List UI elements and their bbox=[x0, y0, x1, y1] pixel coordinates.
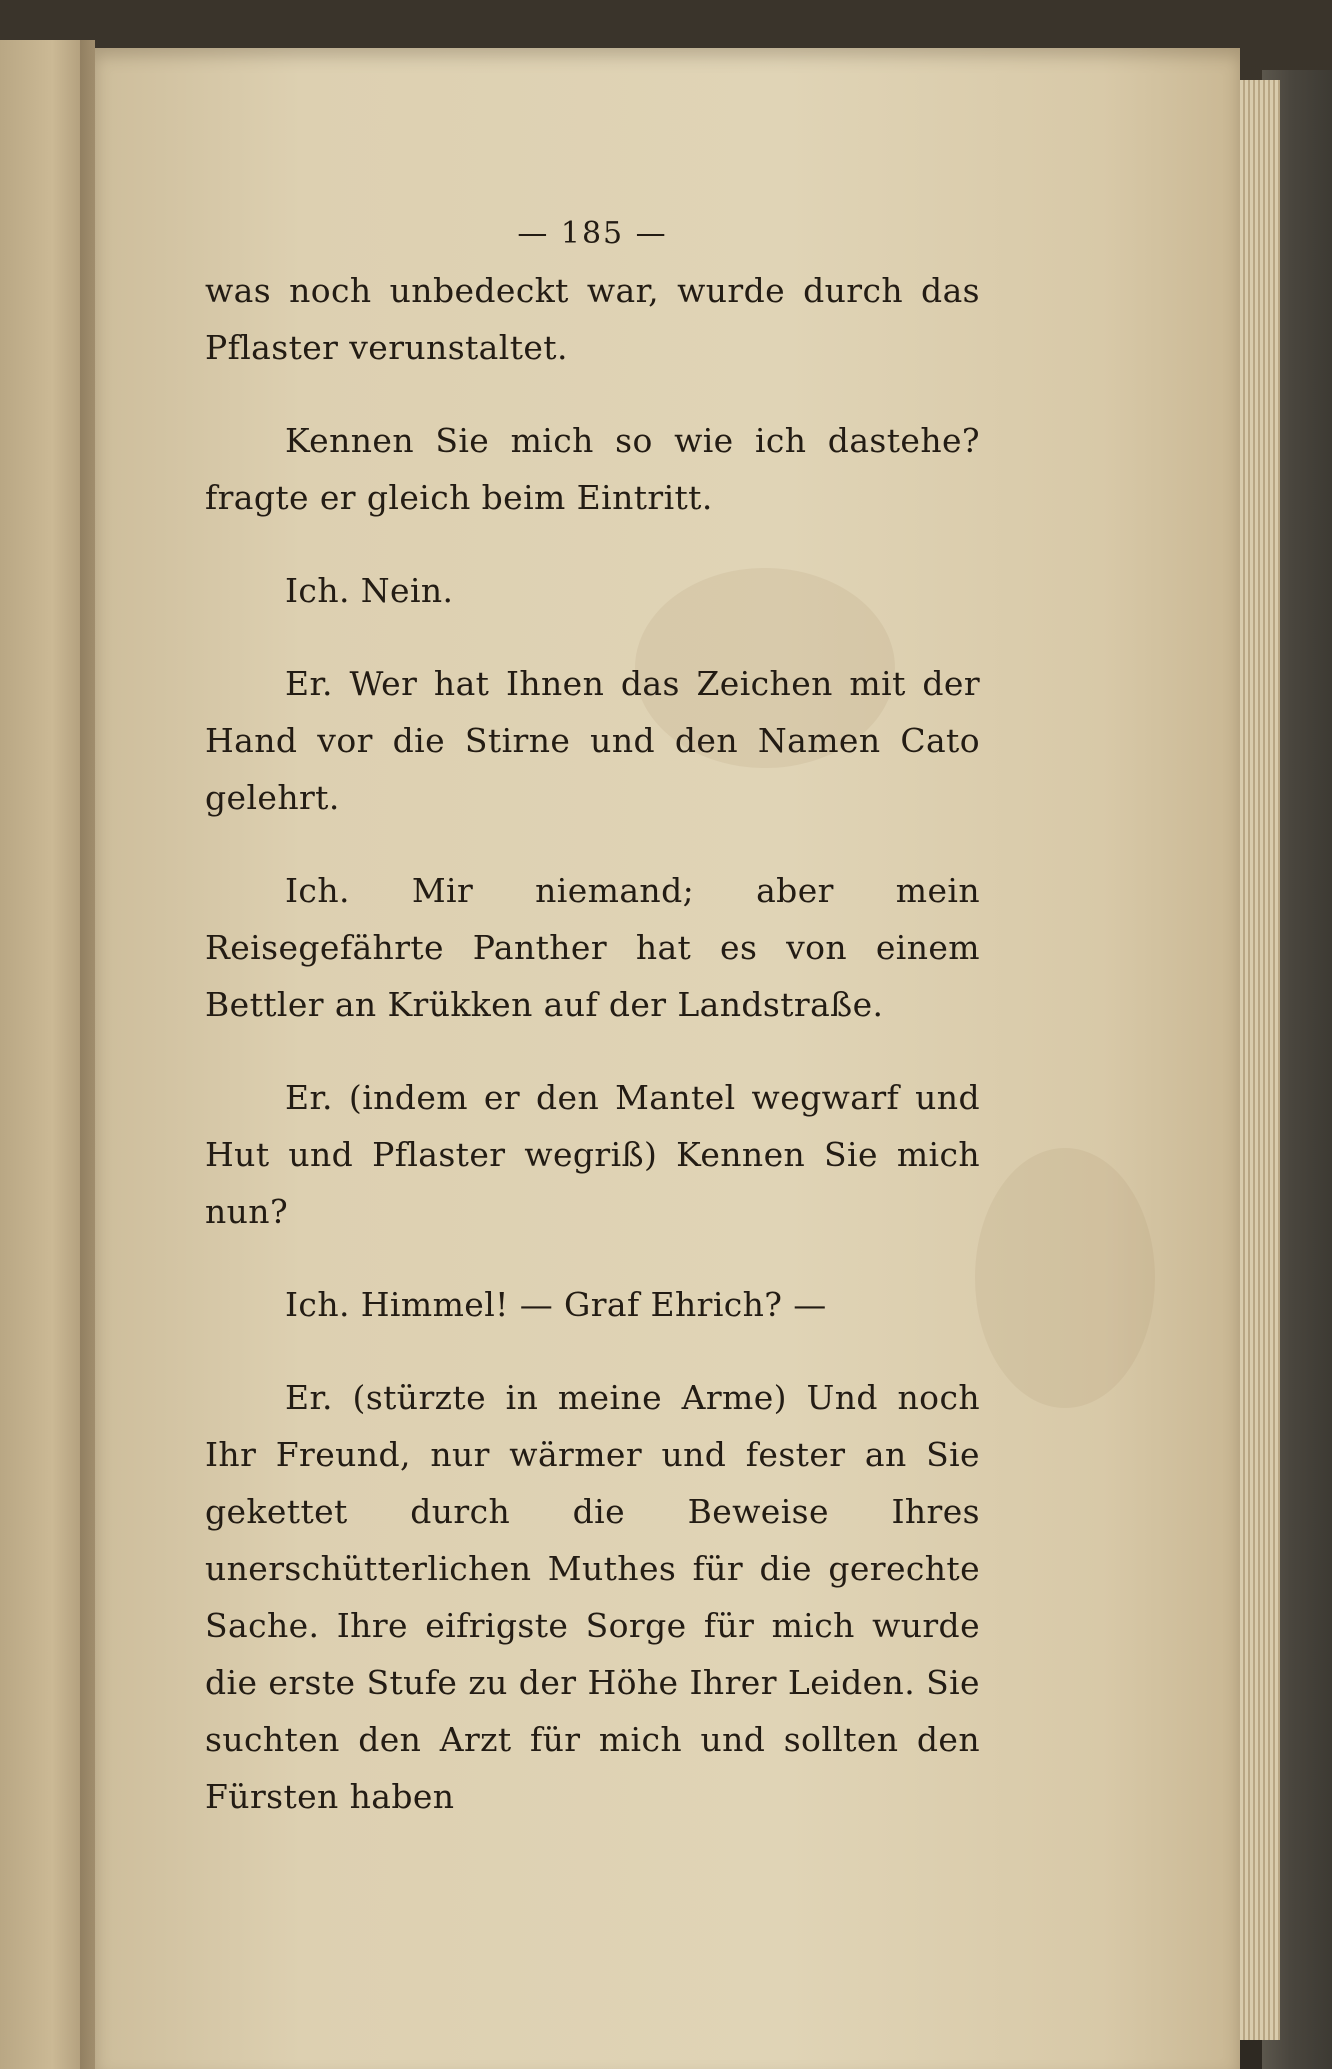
paper-stain bbox=[975, 1148, 1155, 1408]
paragraph: Er. (indem er den Mantel wegwarf und Hut und Pflaster wegriß) Kennen Sie mich nun? bbox=[205, 1078, 980, 1231]
paragraph: Ich. Nein. bbox=[285, 571, 454, 610]
page-block-edges bbox=[1240, 80, 1280, 2040]
paragraph: was noch unbedeckt war, wurde durch das Pflaster verunstaltet. bbox=[205, 271, 980, 367]
paragraph: Er. Wer hat Ihnen das Zeichen mit der Hand vor die Stirne und den Namen Cato gelehrt. bbox=[205, 664, 980, 817]
page-number: — 185 — bbox=[517, 216, 668, 251]
paragraph: Er. (stürzte in meine Arme) Und noch Ihr Freund, nur wärmer und fester an Sie gekettet durch die Beweise Ihres unerschütterlichen Muthes für die gerechte Sache. Ihre eifrigste Sorge für mich wurde die erste Stufe zu der Höhe Ihrer Leiden. Sie suchten den Arzt für mich und sollten den Fürsten haben bbox=[205, 1378, 980, 1816]
paragraph: Ich. Himmel! — Graf Ehrich? — bbox=[285, 1285, 827, 1324]
paragraph: Ich. Mir niemand; aber mein Reisegefährte Panther hat es von einem Bettler an Krükken auf der Landstraße. bbox=[205, 871, 980, 1024]
page-text-block bbox=[205, 205, 980, 1825]
paragraph: Kennen Sie mich so wie ich dastehe? fragte er gleich beim Eintritt. bbox=[205, 421, 980, 517]
